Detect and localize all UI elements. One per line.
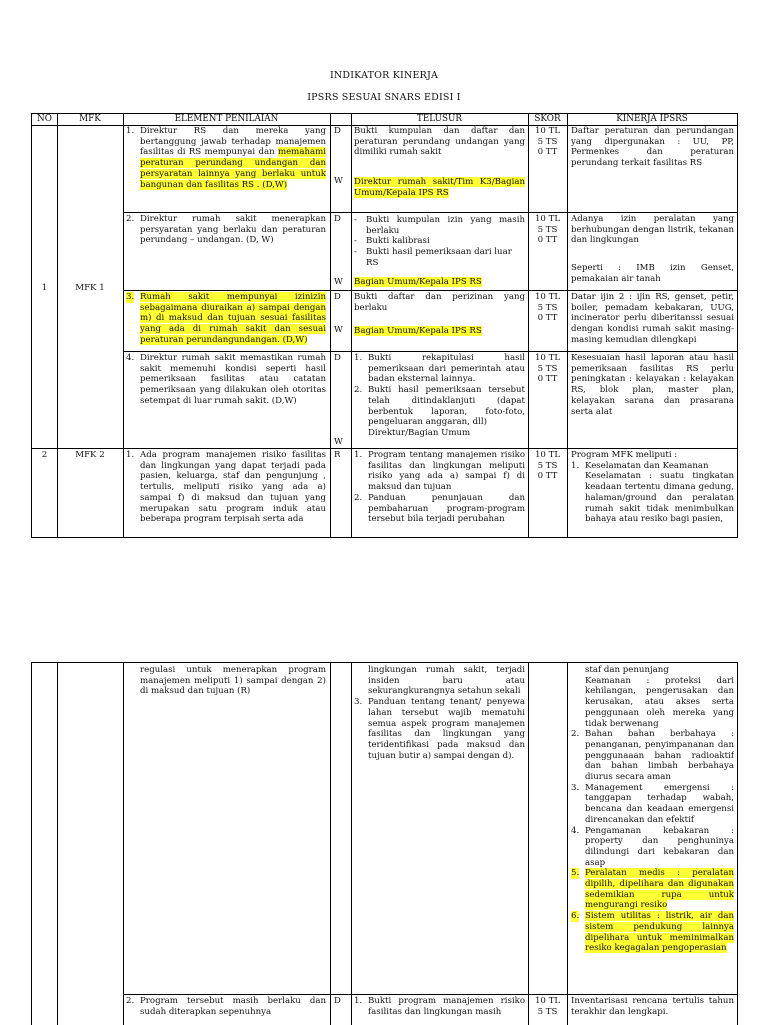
kinerja-item: Daftar peraturan dan perundangan yang dipergunakan : UU, PP, Permenkes dan peraturan perundang terkait fasilitas RS bbox=[571, 126, 734, 169]
kinerja-continued: staf dan penunjang Keamanan : proteksi dari kehilangan, pengerusakan dan kerusakan, atau akses serta penggunaan oleh mereka yang tidak berwenang 2. Bahan bahan berbahaya : penanganan, penyimpananan dan penggunaaan bahan radioaktif dan bahan limbah berbahaya diurus secara aman 3. Management emergensi : tanggapan terhadap wabah, bencana dan keadaan emergensi direncanakan dan efektif 4. Pengamanan kebakaran : property dan penghuninya dilindungi dari kebakaran dan asap 5. Peralatan medis : peralatan dipilih, dipelihara dan digunakan sedemikian rupa untuk mengurangi resiko 6. Sistem utilitas : listrik, air dan sistem pendukung lainnya dipelihara untuk meminimalkan resiko kegagalan pengoperasian bbox=[571, 665, 734, 954]
kinerja-item: Kesesuaian hasil laporan atau hasil pemeriksaan fasilitas RS perlu peningkatan : kelayakan : kelayakan RS, blok plan, master plan, kelayakan sarana dan prasarana serta alat bbox=[571, 353, 734, 417]
document-title: INDIKATOR KINERJA bbox=[329, 70, 439, 81]
kinerja-item: Program MFK meliputi : 1. Keselamatan dan Keamanan Keselamatan : suatu tingkatan keadaan tertentu dimana gedung, halaman/ground dan peralatan rumah sakit tidak menimbulkan bahaya atau resiko bagi pasien, bbox=[571, 450, 734, 525]
header-mfk: MFK bbox=[79, 114, 101, 124]
element-penilaian-item: 1. Ada program manajemen risiko fasilitas dan lingkungan yang dapat terjadi pada pasien, keluarga, staf dan pengunjung , tertulis, meliputi risiko yang ada a) sampai f) di maksud dan tujuan yang merupakan satu program induk atau beberapa program terpisah serta ada bbox=[126, 450, 326, 525]
skor-values: 10 TL 5 TS 0 TT bbox=[534, 450, 561, 482]
telusur-item: 1. Program tentang manajemen risiko fasilitas dan lingkungan meliputi risiko yang ada a) sampai f) di maksud dan tujuan 2. Panduan penunjauan dan pembaharuan program-program tersebut bila terjadi perubahan bbox=[354, 450, 525, 525]
skor-values: 10 TL 5 TS 0 TT bbox=[534, 126, 561, 158]
indicator-table-page-2 bbox=[31, 662, 738, 1025]
telusur-item: Bukti kumpulan dan daftar dan peraturan perundang undangan yang dimiliki rumah sakit bbox=[354, 126, 525, 158]
telusur-responsible: Direktur rumah sakit/Tim K3/Bagian Umum/Kepala IPS RS bbox=[354, 177, 525, 198]
row-number: 1 bbox=[41, 283, 48, 293]
telusur-responsible: Bagian Umum/Kepala IPS RS bbox=[354, 326, 482, 336]
skor-values: 10 TL 5 TS bbox=[534, 996, 561, 1017]
mfk-label: MFK 2 bbox=[75, 450, 105, 460]
kinerja-item: Inventarisasi rencana tertulis tahun terakhir dan lengkapi. bbox=[571, 996, 734, 1017]
dw-code: W bbox=[334, 325, 343, 335]
kinerja-item: Datar ijin 2 : ijin RS, genset, petir, boiler, pemadam kebakaran, UUG, incinerator perlu diberitanssi sesuai dengan kondisi rumah sakit masing-masing kemudian dilengkapi bbox=[571, 292, 734, 345]
dw-code: D bbox=[334, 292, 341, 302]
telusur-responsible: Bagian Umum/Kepala IPS RS bbox=[354, 277, 482, 287]
indicator-table-page-1 bbox=[31, 113, 738, 538]
dw-code: R bbox=[334, 450, 341, 460]
dw-code: W bbox=[334, 176, 343, 186]
skor-values: 10 TL 5 TS 0 TT bbox=[534, 214, 561, 246]
element-penilaian-item: 4. Direktur rumah sakit memastikan rumah sakit memenuhi kondisi seperti hasil pemeriksaan fasilitas atau catatan pemeriksaan yang dilakukan oleh otoritas setempat di luar rumah sakit. (D,W) bbox=[126, 353, 326, 406]
element-penilaian-item: 3. Rumah sakit mempunyai izinizin sebagaimana diuraikan a) sampai dengan m) di maksud dan tujuan sesuai fasilitas yang ada di rumah sakit dan sesuai peraturan perundangundangan. (D,W) bbox=[126, 292, 326, 345]
header-skor: SKOR bbox=[534, 114, 561, 124]
telusur-item: Bukti daftar dan perizinan yang berlaku bbox=[354, 292, 525, 313]
telusur-item: 1. Bukti program manajemen risiko fasilitas dan lingkungan masih bbox=[354, 996, 525, 1017]
element-penilaian-item: 2. Program tersebut masih berlaku dan sudah diterapkan sepenuhnya bbox=[126, 996, 326, 1017]
dw-code: D bbox=[334, 126, 341, 136]
dw-code: D bbox=[334, 996, 341, 1006]
dw-code: W bbox=[334, 277, 343, 287]
document-subtitle: IPSRS SESUAI SNARS EDISI I bbox=[307, 92, 461, 103]
skor-values: 10 TL 5 TS 0 TT bbox=[534, 292, 561, 324]
element-penilaian-item: 2. Direktur rumah sakit menerapkan persyaratan yang berlaku dan peraturan perundang – undangan. (D, W) bbox=[126, 214, 326, 246]
row-number: 2 bbox=[41, 450, 48, 460]
kinerja-item: Adanya izin peralatan yang berhubungan dengan listrik, tekanan dan lingkungan bbox=[571, 214, 734, 246]
skor-values: 10 TL 5 TS 0 TT bbox=[534, 353, 561, 385]
telusur-item: 1. Bukti rekapitulasi hasil pemeriksaan dari pemerintah atau badan eksternal lainnya. 2. Bukti hasil pemeriksaan tersebut telah ditindaklanjuti (dapat berbentuk laporan, foto-foto, pengeluaran anggaran, dll) Direktur/Bagian Umum bbox=[354, 353, 525, 438]
element-penilaian-item: 1. Direktur RS dan mereka yang bertanggung jawab terhadap manajemen fasilitas di RS mempunyai dan memahami peraturan perundang undangan dan persyaratan lainnya yang berlaku untuk bangunan dan fasilitas RS . (D,W) bbox=[126, 126, 326, 190]
dw-code: W bbox=[334, 437, 343, 447]
element-penilaian-continued: regulasi untuk menerapkan program manajemen meliputi 1) sampai dengan 2) di maksud dan tujuan (R) bbox=[140, 665, 326, 697]
telusur-continued: lingkungan rumah sakit, terjadi insiden baru atau sekurangkurangnya setahun sekali 3. Panduan tentang tenant/ penyewa lahan tersebut wajib mematuhi semua aspek program manajemen fasilitas dan lingkungan yang teridentifikasi pada maksud dan tujuan butir a) sampai dengan d). bbox=[354, 665, 525, 761]
dw-code: D bbox=[334, 353, 341, 363]
mfk-label: MFK 1 bbox=[75, 283, 105, 293]
header-element-penilaian: ELEMENT PENILAIAN bbox=[174, 114, 279, 124]
header-no: NO bbox=[37, 114, 52, 124]
kinerja-item: Seperti : IMB izin Genset, pemakaian air tanah bbox=[571, 263, 734, 284]
header-kinerja-ipsrs: KINERJA IPSRS bbox=[616, 114, 688, 124]
dw-code: D bbox=[334, 214, 341, 224]
telusur-item: - Bukti kumpulan izin yang masih berlaku - Bukti kalibrasi - Bukti hasil pemeriksaan dari luar RS bbox=[354, 215, 525, 268]
header-telusur: TELUSUR bbox=[416, 114, 463, 124]
